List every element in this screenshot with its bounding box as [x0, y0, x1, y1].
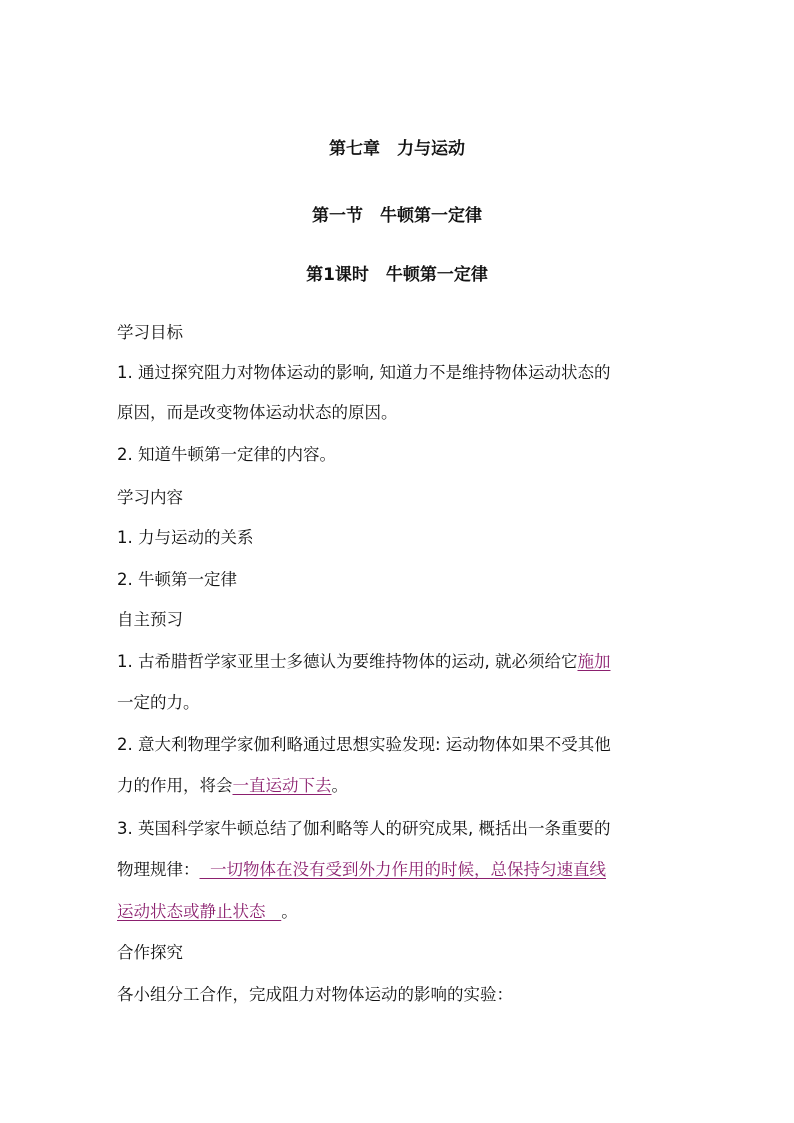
q2-answer: 一直运动下去 — [232, 776, 332, 795]
content-item-2: 2. 牛顿第一定律 — [117, 570, 237, 589]
q2-text: 力的作用，将会 — [117, 776, 233, 795]
content-heading: 学习内容 — [117, 488, 183, 507]
q1-answer: 施加 — [577, 652, 611, 671]
goals-heading: 学习目标 — [117, 323, 183, 342]
preview-question-2-line-1: 2. 意大利物理学家伽利略通过思想实验发现: 运动物体如果不受其他 — [117, 735, 611, 754]
goal-item-1-line-1: 1. 通过探究阻力对物体运动的影响, 知道力不是维持物体运动状态的 — [117, 363, 611, 382]
preview-question-1-line-1 — [117, 652, 687, 672]
content-item-1: 1. 力与运动的关系 — [117, 528, 254, 547]
preview-question-3-line-3 — [117, 902, 687, 922]
preview-heading: 自主预习 — [117, 610, 183, 629]
cooperate-text: 各小组分工合作，完成阻力对物体运动的影响的实验： — [117, 985, 513, 1004]
q3-answer-part-2: 运动状态或静止状态 — [117, 902, 282, 921]
goal-item-1-line-2: 原因，而是改变物体运动状态的原因。 — [117, 403, 398, 422]
section-title: 第一节 牛顿第一定律 — [312, 206, 482, 226]
preview-question-2-line-2 — [117, 776, 687, 796]
q2-suffix: 。 — [331, 776, 348, 795]
q1-text: 1. 古希腊哲学家亚里士多德认为要维持物体的运动, 就必须给它 — [117, 652, 578, 671]
preview-question-1-line-2: 一定的力。 — [117, 693, 200, 712]
q3-text: 物理规律： — [117, 860, 200, 879]
chapter-title: 第七章 力与运动 — [329, 139, 465, 159]
q3-answer-part-1: 一切物体在没有受到外力作用的时候，总保持匀速直线 — [199, 860, 606, 879]
goal-item-2: 2. 知道牛顿第一定律的内容。 — [117, 445, 336, 464]
lesson-title: 第1课时 牛顿第一定律 — [306, 265, 488, 285]
cooperate-heading: 合作探究 — [117, 943, 183, 962]
preview-question-3-line-2 — [117, 860, 687, 880]
preview-question-3-line-1: 3. 英国科学家牛顿总结了伽利略等人的研究成果, 概括出一条重要的 — [117, 819, 611, 838]
q3-suffix: 。 — [281, 902, 298, 921]
